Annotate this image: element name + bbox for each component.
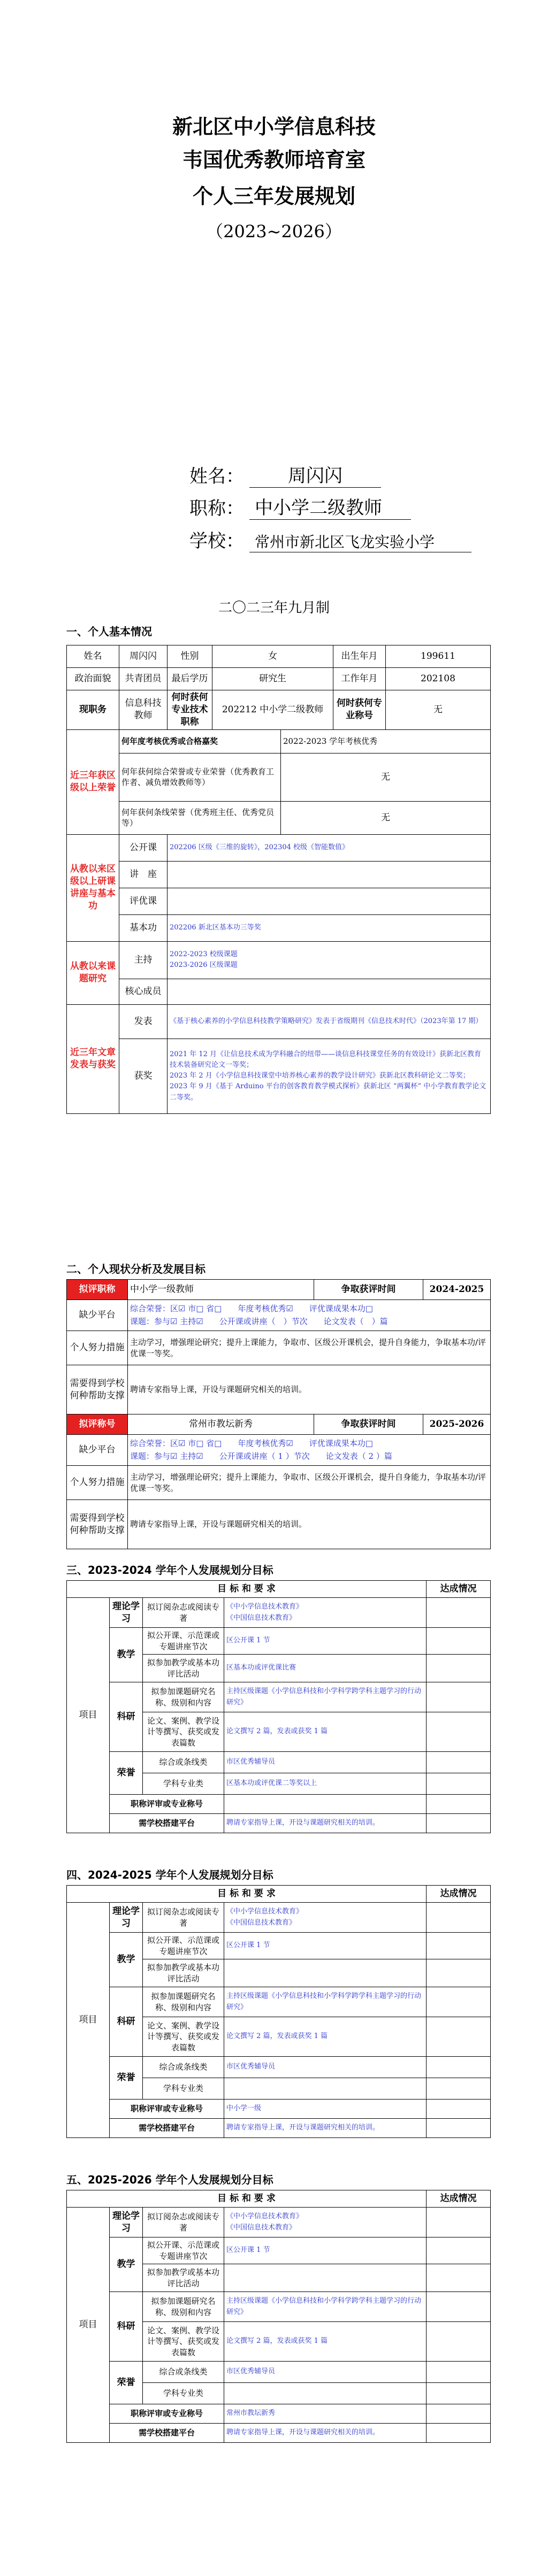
plan-table-2 bbox=[66, 1885, 491, 2138]
status-header: 达成情况 bbox=[427, 2190, 491, 2208]
subj-status bbox=[427, 2078, 491, 2100]
birth-cell: 199611 bbox=[386, 645, 491, 668]
paper-status bbox=[427, 1712, 491, 1752]
lack2-line-1: 综合荣誉：区☑ 市□ 省□ 年度考核优秀☑ 评优课成果本功□ bbox=[130, 1439, 373, 1449]
review-cell: 常州市教坛新秀 bbox=[224, 2404, 427, 2424]
review-cell bbox=[224, 1795, 427, 1814]
school-label: 学校： bbox=[189, 530, 244, 552]
birth-header: 出生年月 bbox=[333, 645, 386, 668]
lecture-cell bbox=[168, 861, 491, 888]
review-label: 职称评审或专业称号 bbox=[110, 1795, 224, 1814]
work-cell: 202108 bbox=[386, 668, 491, 690]
title-value: 中小学二级教师 bbox=[249, 493, 411, 520]
cover-title-2: 韦国优秀教师培育室 bbox=[182, 148, 366, 172]
name-value: 周闪闪 bbox=[249, 461, 381, 488]
review-status bbox=[427, 2404, 491, 2424]
school-value: 常州市新北区飞龙实验小学 bbox=[249, 530, 471, 552]
eval-status bbox=[427, 1959, 491, 1987]
comp-status bbox=[427, 2362, 491, 2383]
award-item-1: 2021 年 12 月《让信息技术成为学科融合的纽带——谈信息科技课堂任务的有效设计》获新北区教育技术装备研究论文一等奖； bbox=[170, 1050, 482, 1070]
time-value: 2024-2025 bbox=[423, 1280, 491, 1300]
host-cell bbox=[168, 941, 491, 979]
analysis-table bbox=[66, 1279, 491, 1549]
section-4-heading: 四、2024-2025 学年个人发展规划分目标 bbox=[66, 1868, 273, 1881]
support-status bbox=[427, 1814, 491, 1833]
goal-label: 拟评职称 bbox=[67, 1280, 128, 1300]
r1a-label: 何年度考核优秀或合格嘉奖 bbox=[119, 729, 281, 753]
read-label: 拟订阅杂志或阅读专著 bbox=[143, 1903, 224, 1933]
target-header: 目 标 和 要 求 bbox=[67, 1581, 427, 1598]
basicskill-cell: 202206 新北区基本功三等奖 bbox=[168, 914, 491, 941]
help2-label: 需要得到学校何种帮助支撑 bbox=[67, 1500, 128, 1549]
effort2-label: 个人努力措施 bbox=[67, 1466, 128, 1500]
r1c-label: 何年获何条线荣誉（优秀班主任、优秀党员等） bbox=[119, 801, 281, 834]
effort2-cell: 主动学习，增强理论研究；提升上课能力，争取市、区级公开课机会，提升自身能力，争取基本功/评优课一等奖。 bbox=[128, 1466, 491, 1500]
research-label: 科研 bbox=[110, 1682, 143, 1752]
name-row bbox=[189, 461, 381, 488]
host-item-1: 2022-2023 校级课题 bbox=[170, 950, 238, 959]
status-header: 达成情况 bbox=[427, 1886, 491, 1903]
paper-label: 论文、案例、教学设计等撰写、获奖或发表篇数 bbox=[143, 1712, 224, 1752]
open-header: 公开课 bbox=[119, 834, 168, 861]
name-label: 姓名： bbox=[189, 466, 244, 487]
time-label: 争取获评时间 bbox=[314, 1280, 423, 1300]
section-2-heading: 二、个人现状分析及发展目标 bbox=[66, 1263, 206, 1275]
open-cell: 区公开课 1 节 bbox=[224, 2237, 427, 2264]
honor-header: 何时获何专业称号 bbox=[333, 690, 386, 730]
review-status bbox=[427, 1795, 491, 1814]
plan-table-1 bbox=[66, 1580, 491, 1833]
open-label: 拟公开课、示范课或专题讲座节次 bbox=[143, 1933, 224, 1959]
open-status bbox=[427, 1628, 491, 1655]
comp-cell: 市区优秀辅导员 bbox=[224, 2362, 427, 2383]
eval-cell bbox=[224, 1959, 427, 1987]
comp-label: 综合或条线类 bbox=[143, 2362, 224, 2383]
help2-cell: 聘请专家指导上课，开设与课题研究相关的培训。 bbox=[128, 1500, 491, 1549]
eval-label: 拟参加教学或基本功评比活动 bbox=[143, 1655, 224, 1682]
support-cell: 聘请专家指导上课，开设与课题研究相关的培训。 bbox=[224, 2424, 427, 2443]
support-label: 需学校搭建平台 bbox=[110, 2119, 224, 2138]
paper-cell: 论文撰写 2 篇，发表或获奖 1 篇 bbox=[224, 2017, 427, 2057]
read-status bbox=[427, 1598, 491, 1628]
basicskill-header: 基本功 bbox=[119, 914, 168, 941]
section-3-heading: 三、2023-2024 学年个人发展规划分目标 bbox=[66, 1564, 273, 1577]
effort-label: 个人努力措施 bbox=[67, 1331, 128, 1365]
award-header: 获奖 bbox=[119, 1039, 168, 1113]
review-label: 职称评审或专业称号 bbox=[110, 2404, 224, 2424]
politics-cell: 共青团员 bbox=[119, 668, 168, 690]
lack-cell bbox=[128, 1300, 491, 1331]
teach-label: 教学 bbox=[110, 1933, 143, 1987]
host-header: 主持 bbox=[119, 941, 168, 979]
theory-label: 理论学习 bbox=[110, 1903, 143, 1933]
project-label: 项目 bbox=[67, 1903, 110, 2138]
section-5-heading: 五、2025-2026 学年个人发展规划分目标 bbox=[66, 2173, 273, 2186]
job-header: 现职务 bbox=[67, 690, 119, 730]
open-status bbox=[427, 1933, 491, 1959]
subj-status bbox=[427, 2383, 491, 2404]
award-item-3: 2023 年 9 月《基于 Arduino 平台的创客教育教学模式探析》获新北区 “两翼杯” 中小学教育教学论文二等奖。 bbox=[170, 1082, 486, 1102]
lack-line-1: 综合荣誉：区☑ 市□ 省□ 年度考核优秀☑ 评优课成果本功□ bbox=[130, 1304, 373, 1314]
goal2-value: 常州市教坛新秀 bbox=[128, 1414, 314, 1435]
host-item-2: 2023-2026 区级课题 bbox=[170, 961, 238, 970]
r1b-label: 何年获何综合荣誉或专业荣誉（优秀教育工作者、减负增效教师等） bbox=[119, 753, 281, 801]
support-label: 需学校搭建平台 bbox=[110, 2424, 224, 2443]
support-cell: 聘请专家指导上课，开设与课题研究相关的培训。 bbox=[224, 2119, 427, 2138]
topic-status bbox=[427, 1987, 491, 2017]
topic-label: 拟参加课题研究名称、级别和内容 bbox=[143, 2292, 224, 2322]
goal2-label: 拟评称号 bbox=[67, 1414, 128, 1435]
theory-label: 理论学习 bbox=[110, 2208, 143, 2237]
support-status bbox=[427, 2424, 491, 2443]
open-label: 拟公开课、示范课或专题讲座节次 bbox=[143, 2237, 224, 2264]
target-header: 目 标 和 要 求 bbox=[67, 2190, 427, 2208]
open-status bbox=[427, 2237, 491, 2264]
lack2-line-2: 课题：参与☑ 主持☑ 公开课或讲座（ 1 ）节次 论文发表（ 2 ）篇 bbox=[130, 1451, 392, 1461]
target-header: 目 标 和 要 求 bbox=[67, 1886, 427, 1903]
article-group-label: 近三年文章发表与获奖 bbox=[67, 1004, 119, 1113]
effort-cell: 主动学习，增强理论研究；提升上课能力，争取市、区级公开课机会，提升自身能力，争取基本功/评优课一等奖。 bbox=[128, 1331, 491, 1365]
paper-label: 论文、案例、教学设计等撰写、获奖或发表篇数 bbox=[143, 2017, 224, 2057]
pub-header: 发表 bbox=[119, 1004, 168, 1039]
subj-cell bbox=[224, 2078, 427, 2100]
comp-status bbox=[427, 1752, 491, 1773]
open-label: 拟公开课、示范课或专题讲座节次 bbox=[143, 1628, 224, 1655]
work-header: 工作年月 bbox=[333, 668, 386, 690]
title-row bbox=[189, 493, 411, 520]
paper-cell: 论文撰写 2 篇，发表或获奖 1 篇 bbox=[224, 2322, 427, 2362]
project-label: 项目 bbox=[67, 1598, 110, 1833]
read-cell: 《中小学信息技术教育》 《中国信息技术教育》 bbox=[224, 1903, 427, 1933]
subj-cell bbox=[224, 2383, 427, 2404]
subj-label: 学科专业类 bbox=[143, 1773, 224, 1795]
award-item-2: 2023 年 2 月《小学信息科技课堂中培养核心素养的教学设计研究》获新北区教科研论文二等奖； bbox=[170, 1072, 470, 1080]
honor-group-label: 近三年获区级以上荣誉 bbox=[67, 729, 119, 834]
eval-cell: 区基本功或评优课比赛 bbox=[224, 1655, 427, 1682]
topic-cell: 主持区级课题《小学信息科技和小学科学跨学科主题学习的行动研究》 bbox=[224, 2292, 427, 2322]
name-cell: 周闪闪 bbox=[119, 645, 168, 668]
subj-cell: 区基本功或评优课二等奖以上 bbox=[224, 1773, 427, 1795]
paper-label: 论文、案例、教学设计等撰写、获奖或发表篇数 bbox=[143, 2322, 224, 2362]
research-group-label: 从教以来课题研究 bbox=[67, 941, 119, 1004]
comp-cell: 市区优秀辅导员 bbox=[224, 1752, 427, 1773]
topic-label: 拟参加课题研究名称、级别和内容 bbox=[143, 1682, 224, 1712]
lack-line-2: 课题：参与☑ 主持☑ 公开课或讲座（ ）节次 论文发表（ ）篇 bbox=[130, 1316, 388, 1326]
read-cell: 《中小学信息技术教育》 《中国信息技术教育》 bbox=[224, 1598, 427, 1628]
section-1-heading: 一、个人基本情况 bbox=[66, 625, 152, 638]
help-cell: 聘请专家指导上课，开设与课题研究相关的培训。 bbox=[128, 1365, 491, 1414]
ptitle-cell: 202212 中小学二级教师 bbox=[212, 690, 333, 730]
project-label: 项目 bbox=[67, 2208, 110, 2443]
review-cell bbox=[168, 888, 491, 914]
pub-cell: 《基于核心素养的小学信息科技教学策略研究》发表于省级期刊《信息技术时代》（2023年第 17 期） bbox=[168, 1004, 491, 1039]
read-status bbox=[427, 1903, 491, 1933]
read-status bbox=[427, 2208, 491, 2237]
goal-value: 中小学一级教师 bbox=[128, 1280, 314, 1300]
lecture-header: 讲 座 bbox=[119, 861, 168, 888]
eval-label: 拟参加教学或基本功评比活动 bbox=[143, 1959, 224, 1987]
review-label: 职称评审或专业称号 bbox=[110, 2100, 224, 2119]
honor-label: 荣誉 bbox=[110, 2057, 143, 2100]
cover-years: （2023~2026） bbox=[206, 221, 342, 242]
review-status bbox=[427, 2100, 491, 2119]
edu-header: 最后学历 bbox=[168, 668, 212, 690]
open-cell: 区公开课 1 节 bbox=[224, 1933, 427, 1959]
comp-label: 综合或条线类 bbox=[143, 2057, 224, 2078]
politics-header: 政治面貌 bbox=[67, 668, 119, 690]
lack2-label: 缺少平台 bbox=[67, 1435, 128, 1466]
job-cell: 信息科技教师 bbox=[119, 690, 168, 730]
eval-status bbox=[427, 2264, 491, 2292]
paper-status bbox=[427, 2017, 491, 2057]
honor-label: 荣誉 bbox=[110, 2362, 143, 2404]
honor-label: 荣誉 bbox=[110, 1752, 143, 1795]
research-label: 科研 bbox=[110, 1987, 143, 2057]
name-header: 姓名 bbox=[67, 645, 119, 668]
read-label: 拟订阅杂志或阅读专著 bbox=[143, 1598, 224, 1628]
r1b-cell: 无 bbox=[281, 753, 491, 801]
theory-label: 理论学习 bbox=[110, 1598, 143, 1628]
r1c-cell: 无 bbox=[281, 801, 491, 834]
edu-cell: 研究生 bbox=[212, 668, 333, 690]
ptitle-header: 何时获何专业技术职称 bbox=[168, 690, 212, 730]
eval-status bbox=[427, 1655, 491, 1682]
time2-label: 争取获评时间 bbox=[314, 1414, 423, 1435]
date-line: 二〇二三年九月制 bbox=[218, 600, 330, 616]
paper-status bbox=[427, 2322, 491, 2362]
read-cell: 《中小学信息技术教育》 《中国信息技术教育》 bbox=[224, 2208, 427, 2237]
eval-cell bbox=[224, 2264, 427, 2292]
honor-cell: 无 bbox=[386, 690, 491, 730]
help-label: 需要得到学校何种帮助支撑 bbox=[67, 1365, 128, 1414]
time2-value: 2025-2026 bbox=[423, 1414, 491, 1435]
support-label: 需学校搭建平台 bbox=[110, 1814, 224, 1833]
status-header: 达成情况 bbox=[427, 1581, 491, 1598]
comp-cell: 市区优秀辅导员 bbox=[224, 2057, 427, 2078]
research-label: 科研 bbox=[110, 2292, 143, 2362]
core-header: 核心成员 bbox=[119, 979, 168, 1004]
support-cell: 聘请专家指导上课，开设与课题研究相关的培训。 bbox=[224, 1814, 427, 1833]
comp-label: 综合或条线类 bbox=[143, 1752, 224, 1773]
support-status bbox=[427, 2119, 491, 2138]
subj-label: 学科专业类 bbox=[143, 2078, 224, 2100]
r1a-cell: 2022-2023 学年考核优秀 bbox=[281, 729, 491, 753]
cover-title-3: 个人三年发展规划 bbox=[192, 184, 355, 208]
comp-status bbox=[427, 2057, 491, 2078]
school-row bbox=[189, 526, 471, 552]
course-group-label: 从教以来区级以上研课讲座与基本功 bbox=[67, 834, 119, 941]
core-cell bbox=[168, 979, 491, 1004]
gender-cell: 女 bbox=[212, 645, 333, 668]
gender-header: 性别 bbox=[168, 645, 212, 668]
teach-label: 教学 bbox=[110, 1628, 143, 1682]
lack-label: 缺少平台 bbox=[67, 1300, 128, 1331]
plan-table-3 bbox=[66, 2190, 491, 2443]
teach-label: 教学 bbox=[110, 2237, 143, 2292]
subj-status bbox=[427, 1773, 491, 1795]
open-cell: 区公开课 1 节 bbox=[224, 1628, 427, 1655]
title-label: 职称： bbox=[189, 498, 244, 519]
eval-label: 拟参加教学或基本功评比活动 bbox=[143, 2264, 224, 2292]
subj-label: 学科专业类 bbox=[143, 2383, 224, 2404]
topic-status bbox=[427, 1682, 491, 1712]
lack2-cell bbox=[128, 1435, 491, 1466]
open-cell: 202206 区级《三维的旋转》，202304 校级《智能数值》 bbox=[168, 834, 491, 861]
cover-title-1: 新北区中小学信息科技 bbox=[172, 115, 376, 139]
topic-cell: 主持区级课题《小学信息科技和小学科学跨学科主题学习的行动研究》 bbox=[224, 1987, 427, 2017]
topic-label: 拟参加课题研究名称、级别和内容 bbox=[143, 1987, 224, 2017]
review-header: 评优课 bbox=[119, 888, 168, 914]
topic-status bbox=[427, 2292, 491, 2322]
paper-cell: 论文撰写 2 篇，发表或获奖 1 篇 bbox=[224, 1712, 427, 1752]
topic-cell: 主持区级课题《小学信息科技和小学科学跨学科主题学习的行动研究》 bbox=[224, 1682, 427, 1712]
review-cell: 中小学一级 bbox=[224, 2100, 427, 2119]
basic-info-table bbox=[66, 645, 491, 1114]
award-cell bbox=[168, 1039, 491, 1113]
read-label: 拟订阅杂志或阅读专著 bbox=[143, 2208, 224, 2237]
